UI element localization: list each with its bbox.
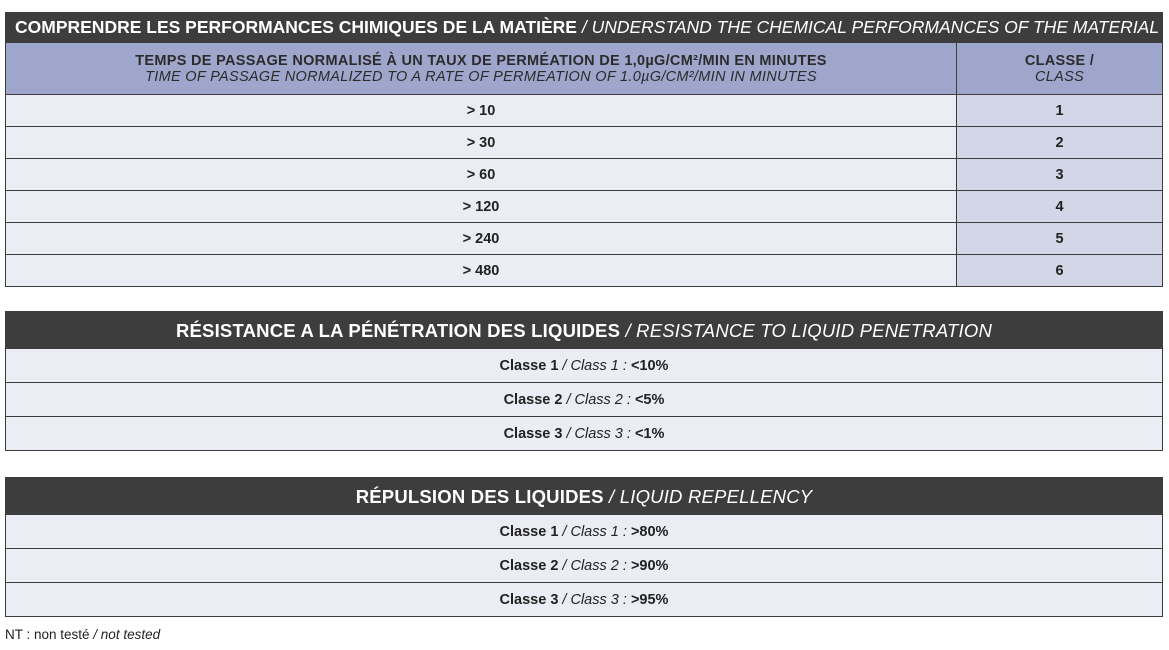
footnote <box>5 627 160 642</box>
table-row: Classe 1 / Class 1 : <10% <box>6 348 1162 382</box>
table-body <box>5 514 1163 617</box>
header-class-fr: CLASSE / <box>1024 52 1095 69</box>
table-row <box>6 190 1162 222</box>
table-row <box>6 94 1162 126</box>
table-header <box>5 43 1163 94</box>
time-cell: > 30 <box>6 127 957 158</box>
title-fr: COMPRENDRE LES PERFORMANCES CHIMIQUES DE LA MATIÈRE <box>15 17 577 37</box>
title-fr: RÉSISTANCE A LA PÉNÉTRATION DES LIQUIDES <box>175 320 621 341</box>
time-cell: > 240 <box>6 223 957 254</box>
title-en: / RESISTANCE TO LIQUID PENETRATION <box>620 320 993 341</box>
footnote-fr: NT : non testé <box>5 627 90 642</box>
header-class <box>957 43 1162 94</box>
repellency-title <box>5 477 1163 514</box>
class-cell: 5 <box>957 223 1162 254</box>
table-body <box>5 348 1163 451</box>
class-cell: 2 <box>957 127 1162 158</box>
class-cell: 4 <box>957 191 1162 222</box>
header-time-en: TIME OF PASSAGE NORMALIZED TO A RATE OF PERMEATION OF 1.0µG/CM²/MIN IN MINUTES <box>145 68 817 85</box>
time-cell: > 120 <box>6 191 957 222</box>
table-row <box>6 222 1162 254</box>
header-time <box>6 43 957 94</box>
penetration-table <box>5 311 1163 451</box>
table-row: Classe 3 / Class 3 : <1% <box>6 416 1162 451</box>
table-row <box>6 254 1162 287</box>
title-fr: RÉPULSION DES LIQUIDES <box>355 486 604 507</box>
repellency-table <box>5 477 1163 617</box>
footnote-en: / not tested <box>89 627 161 642</box>
table-row <box>6 158 1162 190</box>
header-time-fr: TEMPS DE PASSAGE NORMALISÉ À UN TAUX DE PERMÉATION DE 1,0µG/CM²/MIN EN MINUTES <box>135 52 827 69</box>
chemical-performance-title <box>5 12 1163 43</box>
table-body <box>5 94 1163 287</box>
time-cell: > 10 <box>6 95 957 126</box>
class-cell: 6 <box>957 255 1162 286</box>
title-en: / LIQUID REPELLENCY <box>603 486 813 507</box>
time-cell: > 480 <box>6 255 957 286</box>
time-cell: > 60 <box>6 159 957 190</box>
title-en: / UNDERSTAND THE CHEMICAL PERFORMANCES OF THE MATERIAL <box>576 17 1160 37</box>
class-cell: 3 <box>957 159 1162 190</box>
table-row: Classe 2 / Class 2 : >90% <box>6 548 1162 582</box>
penetration-title <box>5 311 1163 348</box>
class-cell: 1 <box>957 95 1162 126</box>
table-row <box>6 126 1162 158</box>
table-row: Classe 1 / Class 1 : >80% <box>6 514 1162 548</box>
header-class-en: CLASS <box>1034 68 1085 85</box>
chemical-performance-table <box>5 12 1163 287</box>
table-row: Classe 3 / Class 3 : >95% <box>6 582 1162 617</box>
table-row: Classe 2 / Class 2 : <5% <box>6 382 1162 416</box>
